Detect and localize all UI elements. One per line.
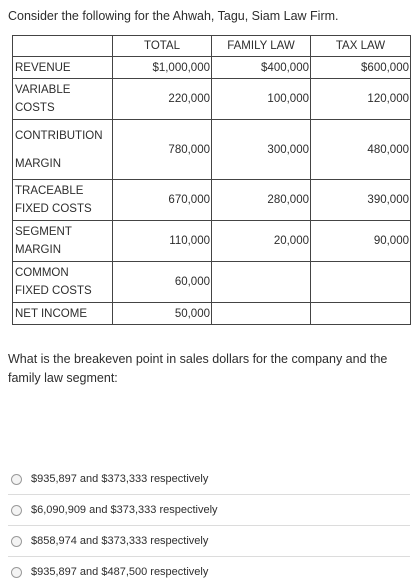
header-family-law: FAMILY LAW xyxy=(212,36,311,57)
row-label: NET INCOME xyxy=(13,303,113,325)
row-common-fixed-costs xyxy=(13,262,411,303)
row-label: CONTRIBUTION MARGIN xyxy=(13,120,113,180)
cell-total: $1,000,000 xyxy=(113,57,212,79)
row-contribution-margin xyxy=(13,120,411,180)
row-label: REVENUE xyxy=(13,57,113,79)
row-label: SEGMENT MARGIN xyxy=(13,221,113,262)
row-traceable-fixed-costs xyxy=(13,180,411,221)
cell-family-law xyxy=(212,303,311,325)
cell-total: 50,000 xyxy=(113,303,212,325)
cell-family-law: $400,000 xyxy=(212,57,311,79)
cell-total: 780,000 xyxy=(113,120,212,180)
option-label: $858,974 and $373,333 respectively xyxy=(31,535,209,547)
option-label: $6,090,909 and $373,333 respectively xyxy=(31,504,218,516)
header-tax-law: TAX LAW xyxy=(311,36,411,57)
radio-button[interactable] xyxy=(11,474,22,485)
row-label: VARIABLE COSTS xyxy=(13,79,113,120)
cell-tax-law: 120,000 xyxy=(311,79,411,120)
table-header-row xyxy=(13,36,411,57)
segment-income-table xyxy=(12,35,411,325)
cell-family-law: 300,000 xyxy=(212,120,311,180)
cell-tax-law: 480,000 xyxy=(311,120,411,180)
cell-tax-law xyxy=(311,262,411,303)
row-segment-margin xyxy=(13,221,411,262)
cell-tax-law xyxy=(311,303,411,325)
cell-tax-law: 90,000 xyxy=(311,221,411,262)
cell-total: 670,000 xyxy=(113,180,212,221)
radio-button[interactable] xyxy=(11,567,22,578)
cell-family-law: 100,000 xyxy=(212,79,311,120)
answer-option-3[interactable] xyxy=(8,526,410,557)
cell-family-law: 20,000 xyxy=(212,221,311,262)
cell-family-law xyxy=(212,262,311,303)
row-net-income xyxy=(13,303,411,325)
row-revenue xyxy=(13,57,411,79)
answer-option-1[interactable] xyxy=(8,464,410,495)
cell-total: 220,000 xyxy=(113,79,212,120)
answer-options xyxy=(8,464,410,587)
radio-button[interactable] xyxy=(11,536,22,547)
cell-tax-law: $600,000 xyxy=(311,57,411,79)
cell-family-law: 280,000 xyxy=(212,180,311,221)
cell-total: 110,000 xyxy=(113,221,212,262)
cell-tax-law: 390,000 xyxy=(311,180,411,221)
header-total: TOTAL xyxy=(113,36,212,57)
radio-button[interactable] xyxy=(11,505,22,516)
row-variable-costs xyxy=(13,79,411,120)
option-label: $935,897 and $373,333 respectively xyxy=(31,473,209,485)
row-label: COMMON FIXED COSTS xyxy=(13,262,113,303)
answer-option-4[interactable] xyxy=(8,557,410,587)
answer-option-2[interactable] xyxy=(8,495,410,526)
question-text: What is the breakeven point in sales dollars for the company and the family law segment: xyxy=(8,352,388,385)
option-label: $935,897 and $487,500 respectively xyxy=(31,566,209,578)
cell-total: 60,000 xyxy=(113,262,212,303)
header-blank xyxy=(13,36,113,57)
intro-text: Consider the following for the Ahwah, Tagu, Siam Law Firm. xyxy=(8,9,339,23)
row-label: TRACEABLE FIXED COSTS xyxy=(13,180,113,221)
